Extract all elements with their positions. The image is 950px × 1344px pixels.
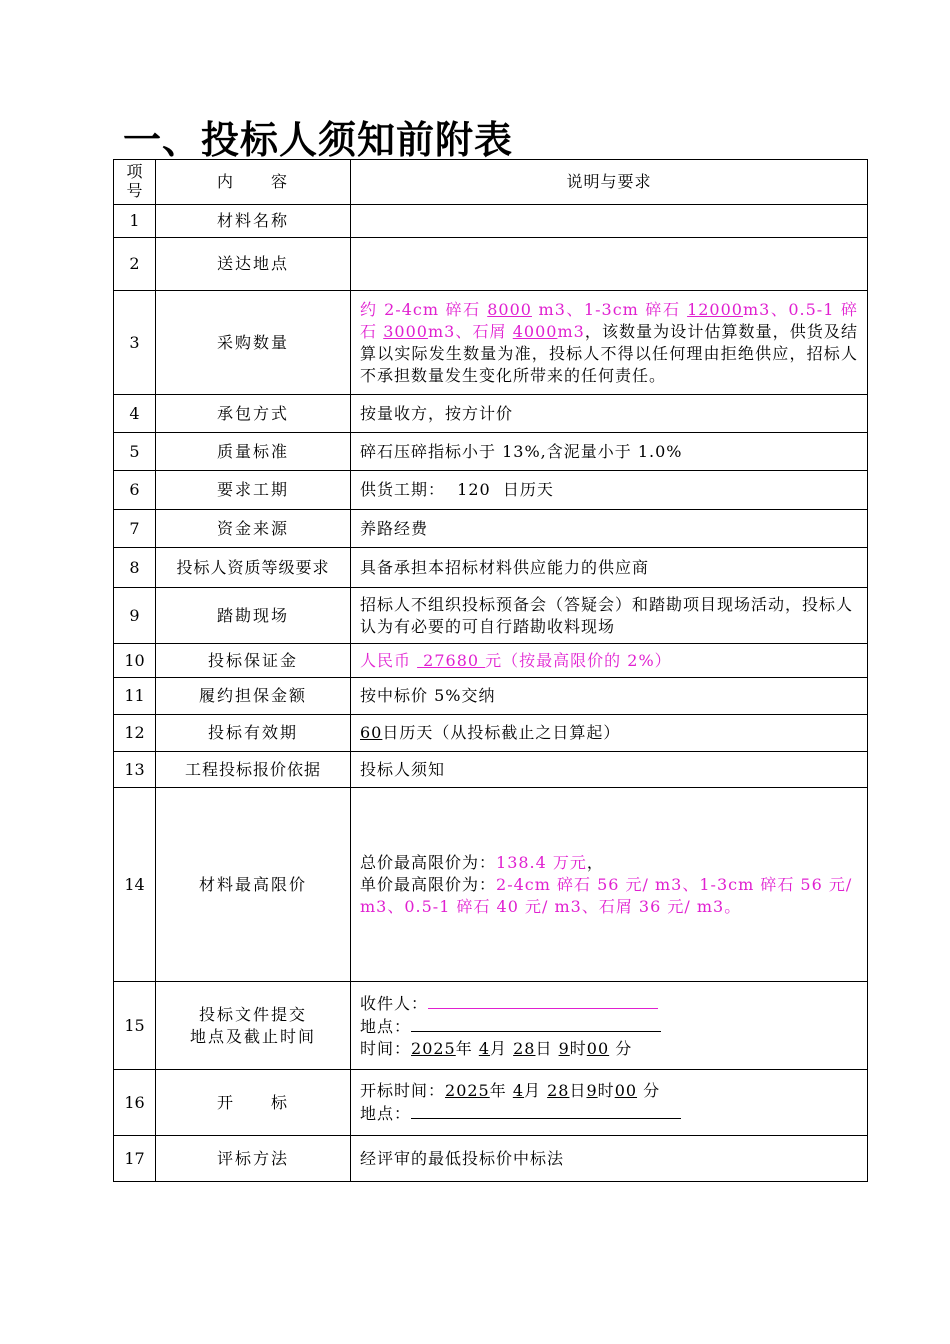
- opening-place-line: [360, 1102, 858, 1125]
- time-label: 时间：: [360, 1038, 412, 1058]
- row-item: 材料最高限价: [156, 788, 351, 982]
- row-item: [156, 982, 351, 1070]
- minute-unit: 分: [637, 1081, 661, 1100]
- header-item: 内 容: [156, 160, 351, 205]
- table-row: [114, 395, 868, 433]
- row-item-line: 投标文件提交: [198, 1004, 307, 1024]
- row-no: 10: [114, 644, 156, 678]
- row-no: 2: [114, 238, 156, 291]
- row-desc: [351, 715, 868, 752]
- table-row: [114, 238, 868, 291]
- row-desc: [351, 1070, 868, 1136]
- quantity-value: 4000: [512, 321, 558, 341]
- row-desc: [351, 205, 868, 238]
- deposit-suffix: 元（按最高限价的 2%）: [485, 650, 672, 670]
- row-no: 9: [114, 588, 156, 644]
- total-price-line: [360, 852, 858, 874]
- month-unit: 月: [490, 1038, 514, 1058]
- quantity-text: 约 2-4cm 碎石: [360, 299, 488, 319]
- recipient-line: [360, 992, 858, 1015]
- row-item: 承包方式: [156, 395, 351, 433]
- validity-text: 日历天（从投标截止之日算起）: [382, 723, 621, 742]
- day-value: 28: [513, 1038, 536, 1058]
- row-desc: 按中标价 5%交纳: [351, 678, 868, 715]
- quantity-text: m3、1-3cm 碎石: [531, 299, 688, 319]
- deposit-amount: 27680: [417, 650, 486, 670]
- unit-price-label: 单价最高限价为：: [360, 874, 497, 894]
- recipient-blank: [428, 992, 658, 1009]
- year-value: 2025: [445, 1081, 490, 1100]
- hour-value: 9: [586, 1081, 598, 1100]
- table-row: [114, 982, 868, 1070]
- table-row: [114, 588, 868, 644]
- row-item: 履约担保金额: [156, 678, 351, 715]
- row-item: 投标保证金: [156, 644, 351, 678]
- deadline-line: [360, 1038, 858, 1060]
- row-item-line: 地点及截止时间: [189, 1026, 316, 1046]
- row-desc: 碎石压碎指标小于 13%,含泥量小于 1.0%: [351, 433, 868, 471]
- row-item: 开 标: [156, 1070, 351, 1136]
- row-item: 要求工期: [156, 471, 351, 510]
- row-item: 材料名称: [156, 205, 351, 238]
- table-row: [114, 752, 868, 788]
- hour-unit: 时: [597, 1081, 615, 1100]
- unit-price-value: 2-4cm 碎石 56 元/ m3、1-3cm 碎石 56 元/ m3、0.5-1 碎石 40 元/ m3、石屑 36 元/ m3。: [360, 874, 853, 916]
- day-unit: 日: [535, 1038, 559, 1058]
- deposit-prefix: 人民币: [360, 650, 418, 670]
- row-desc: [351, 291, 868, 395]
- row-no: 4: [114, 395, 156, 433]
- table-row: [114, 715, 868, 752]
- row-desc: 按量收方，按方计价: [351, 395, 868, 433]
- month-value: 4: [512, 1081, 525, 1100]
- row-desc: 具备承担本招标材料供应能力的供应商: [351, 548, 868, 588]
- table-row: [114, 471, 868, 510]
- opening-place-blank: [411, 1102, 681, 1119]
- row-no: 3: [114, 291, 156, 395]
- row-desc: 投标人须知: [351, 752, 868, 788]
- bidder-instructions-table: [113, 159, 868, 1182]
- validity-days: 60: [360, 723, 383, 742]
- hour-unit: 时: [569, 1038, 587, 1058]
- row-desc: [351, 644, 868, 678]
- row-no: 8: [114, 548, 156, 588]
- row-no: 1: [114, 205, 156, 238]
- table-row: [114, 1136, 868, 1182]
- row-desc: 招标人不组织投标预备会（答疑会）和踏勘项目现场活动，投标人认为有必要的可自行踏勘收料现场: [351, 588, 868, 644]
- row-no: 12: [114, 715, 156, 752]
- table-row: [114, 678, 868, 715]
- opening-place-label: 地点：: [360, 1104, 412, 1123]
- row-desc: 供货工期： 120 日历天: [351, 471, 868, 510]
- table-row: [114, 510, 868, 548]
- row-item: 投标人资质等级要求: [156, 548, 351, 588]
- header-desc: 说明与要求: [351, 160, 868, 205]
- quantity-value: 12000: [687, 299, 743, 319]
- header-no: 项号: [114, 160, 156, 205]
- row-item: 评标方法: [156, 1136, 351, 1182]
- table-row: [114, 1070, 868, 1136]
- row-desc: [351, 788, 868, 982]
- table-row: [114, 644, 868, 678]
- row-no: 6: [114, 471, 156, 510]
- row-item: 质量标准: [156, 433, 351, 471]
- row-no: 11: [114, 678, 156, 715]
- row-desc: 养路经费: [351, 510, 868, 548]
- total-price-value: 138.4 万元: [496, 852, 587, 872]
- row-no: 14: [114, 788, 156, 982]
- row-no: 13: [114, 752, 156, 788]
- row-item: 踏勘现场: [156, 588, 351, 644]
- hour-value: 9: [558, 1038, 570, 1058]
- quantity-value: 3000: [383, 321, 428, 341]
- row-item: 资金来源: [156, 510, 351, 548]
- opening-time-label: 开标时间：: [360, 1081, 446, 1100]
- row-no: 5: [114, 433, 156, 471]
- page-title: 一、投标人须知前附表: [123, 118, 514, 162]
- year-unit: 年: [455, 1038, 479, 1058]
- recipient-label: 收件人：: [360, 993, 429, 1013]
- table-row: [114, 205, 868, 238]
- row-item: 工程投标报价依据: [156, 752, 351, 788]
- month-value: 4: [478, 1038, 491, 1058]
- row-desc: [351, 238, 868, 291]
- quantity-note: ，该数量为设计估算数量，供货及结算以实际发生数量为准，投标人不得以任何理由拒绝供应，招标人不承担数量发生变化所带来的任何责任。: [360, 321, 858, 385]
- quantity-text: m3: [557, 321, 585, 341]
- total-price-tail: ，: [586, 852, 604, 872]
- quantity-text: m3、石屑: [427, 321, 513, 341]
- year-value: 2025: [411, 1038, 456, 1058]
- minute-unit: 分: [609, 1038, 633, 1058]
- row-desc: 经评审的最低投标价中标法: [351, 1136, 868, 1182]
- row-no: 17: [114, 1136, 156, 1182]
- quantity-value: 8000: [487, 299, 532, 319]
- place-label: 地点：: [360, 1016, 412, 1036]
- row-item: 采购数量: [156, 291, 351, 395]
- place-blank: [411, 1015, 661, 1032]
- row-desc: [351, 982, 868, 1070]
- opening-time-line: [360, 1080, 858, 1102]
- quantity-text: m3、0.5-1 碎石: [360, 299, 858, 341]
- table-row: [114, 291, 868, 395]
- total-price-label: 总价最高限价为：: [360, 852, 497, 872]
- row-item: 投标有效期: [156, 715, 351, 752]
- day-unit: 日: [569, 1081, 587, 1100]
- row-item: 送达地点: [156, 238, 351, 291]
- table-row: [114, 548, 868, 588]
- day-value: 28: [547, 1081, 570, 1100]
- minute-value: 00: [614, 1081, 638, 1100]
- month-unit: 月: [524, 1081, 548, 1100]
- row-no: 16: [114, 1070, 156, 1136]
- table-row: [114, 788, 868, 982]
- row-no: 7: [114, 510, 156, 548]
- minute-value: 00: [586, 1038, 610, 1058]
- year-unit: 年: [489, 1081, 513, 1100]
- row-no: 15: [114, 982, 156, 1070]
- table-row: [114, 433, 868, 471]
- table-header-row: [114, 160, 868, 205]
- place-line: [360, 1015, 858, 1038]
